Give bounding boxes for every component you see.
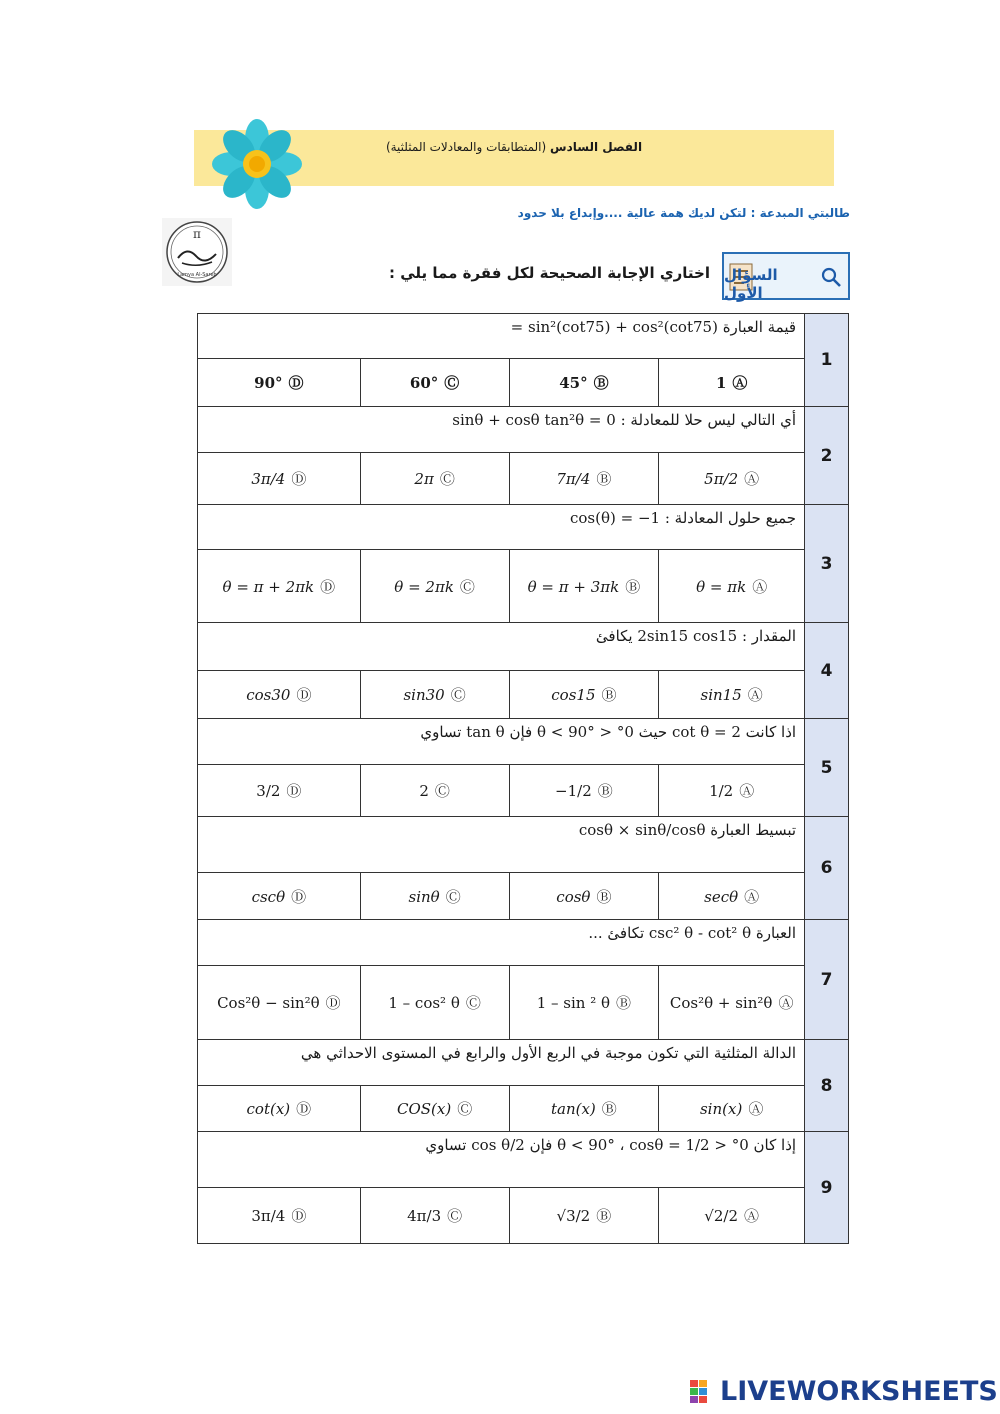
svg-text:Lamya Al-Sareh: Lamya Al-Sareh [177, 272, 217, 278]
options-row-6 [198, 873, 849, 920]
option-c[interactable]: 60° Ⓒ [360, 359, 509, 407]
question-number: 4 [805, 623, 849, 719]
question-text: العبارة csc² θ - cot² θ تكافئ ... [198, 920, 805, 966]
question-number: 9 [805, 1132, 849, 1244]
option-a[interactable]: sin(x) Ⓐ [659, 1086, 805, 1132]
option-d[interactable]: cos30 Ⓓ [198, 671, 361, 719]
option-b[interactable]: 1 – sin ² θ Ⓑ [509, 966, 659, 1040]
option-c[interactable]: 2π Ⓒ [360, 453, 509, 505]
option-d[interactable]: cot(x) Ⓓ [198, 1086, 361, 1132]
option-c[interactable]: sinθ Ⓒ [360, 873, 509, 920]
options-row-7 [198, 966, 849, 1040]
options-row-1 [198, 359, 849, 407]
option-d[interactable]: Cos²θ − sin²θ Ⓓ [198, 966, 361, 1040]
option-d[interactable]: 3π/4 Ⓓ [198, 453, 361, 505]
question-badge [722, 252, 850, 300]
chapter-topic: (المتطابقات والمعادلات المثلثية) [385, 140, 547, 154]
question-number: 2 [805, 407, 849, 505]
watermark-text: LIVEWORKSHEETS [720, 1376, 998, 1407]
options-row-3 [198, 550, 849, 623]
question-row-8 [198, 1040, 849, 1086]
option-d[interactable]: 3π/4 Ⓓ [198, 1188, 361, 1244]
questions-table [197, 313, 849, 1244]
question-row-1 [198, 314, 849, 359]
option-b[interactable]: √3/2 Ⓑ [509, 1188, 659, 1244]
question-number: 5 [805, 719, 849, 817]
options-row-8 [198, 1086, 849, 1132]
question-row-4 [198, 623, 849, 671]
options-row-9 [198, 1188, 849, 1244]
search-icon [820, 266, 842, 288]
question-text: اذا كانت cot θ = 2 حيث 0° < θ < 90° فإن tan θ تساوي [198, 719, 805, 765]
option-b[interactable]: tan(x) Ⓑ [509, 1086, 659, 1132]
options-row-4 [198, 671, 849, 719]
option-d[interactable]: cscθ Ⓓ [198, 873, 361, 920]
svg-text:π: π [193, 227, 201, 241]
option-c[interactable]: sin30 Ⓒ [360, 671, 509, 719]
option-d[interactable]: 90° Ⓓ [198, 359, 361, 407]
instruction-text: اختاري الإجابة الصحيحة لكل فقرة مما يلي : [389, 264, 710, 282]
option-c[interactable]: COS(x) Ⓒ [360, 1086, 509, 1132]
question-row-6 [198, 817, 849, 873]
question-number: 8 [805, 1040, 849, 1132]
options-row-2 [198, 453, 849, 505]
option-a[interactable]: Cos²θ + sin²θ Ⓐ [659, 966, 805, 1040]
question-row-9 [198, 1132, 849, 1188]
question-row-3 [198, 505, 849, 550]
question-number: 7 [805, 920, 849, 1040]
chapter-label: الفصل السادس [550, 140, 643, 154]
question-number: 6 [805, 817, 849, 920]
option-a[interactable]: 1 Ⓐ [659, 359, 805, 407]
question-text: تبسيط العبارة cosθ × sinθ/cosθ [198, 817, 805, 873]
question-text: قيمة العبارة sin²(cot75) + cos²(cot75) = [198, 314, 805, 359]
option-b[interactable]: 7π/4 Ⓑ [509, 453, 659, 505]
option-c[interactable]: θ = 2πk Ⓒ [360, 550, 509, 623]
option-b[interactable]: θ = π + 3πk Ⓑ [509, 550, 659, 623]
option-d[interactable]: θ = π + 2πk Ⓓ [198, 550, 361, 623]
option-c[interactable]: 4π/3 Ⓒ [360, 1188, 509, 1244]
question-text: الدالة المثلثية التي تكون موجبة في الربع الأول والرابع في المستوى الاحداثي هي [198, 1040, 805, 1086]
option-d[interactable]: 3/2 Ⓓ [198, 765, 361, 817]
option-a[interactable]: 5π/2 Ⓐ [659, 453, 805, 505]
question-text: أي التالي ليس حلا للمعادلة : sinθ + cosθ tan²θ = 0 [198, 407, 805, 453]
question-row-5 [198, 719, 849, 765]
question-number: 3 [805, 505, 849, 623]
option-b[interactable]: −1/2 Ⓑ [509, 765, 659, 817]
question-number: 1 [805, 314, 849, 407]
logo-stamp-icon [162, 218, 232, 286]
option-b[interactable]: cos15 Ⓑ [509, 671, 659, 719]
liveworksheets-logo-icon [690, 1380, 718, 1404]
question-badge-label: السؤال الأول [724, 266, 778, 302]
option-a[interactable]: √2/2 Ⓐ [659, 1188, 805, 1244]
flower-icon [212, 118, 302, 210]
question-text: جميع حلول المعادلة : cos(θ) = −1 [198, 505, 805, 550]
question-row-7 [198, 920, 849, 966]
option-a[interactable]: θ = πk Ⓐ [659, 550, 805, 623]
option-b[interactable]: 45° Ⓑ [509, 359, 659, 407]
option-c[interactable]: 2 Ⓒ [360, 765, 509, 817]
option-c[interactable]: 1 – cos² θ Ⓒ [360, 966, 509, 1040]
question-text: المقدار : 2sin15 cos15 يكافئ [198, 623, 805, 671]
option-b[interactable]: cosθ Ⓑ [509, 873, 659, 920]
question-row-2 [198, 407, 849, 453]
option-a[interactable]: sin15 Ⓐ [659, 671, 805, 719]
options-row-5 [198, 765, 849, 817]
motto-text: طالبتي المبدعة : لتكن لديك همة عالية ....وإبداع بلا حدود [517, 206, 850, 220]
question-text: إذا كان 0° < θ < 90° ، cosθ = 1/2 فإن cos θ/2 تساوي [198, 1132, 805, 1188]
option-a[interactable]: secθ Ⓐ [659, 873, 805, 920]
option-a[interactable]: 1/2 Ⓐ [659, 765, 805, 817]
